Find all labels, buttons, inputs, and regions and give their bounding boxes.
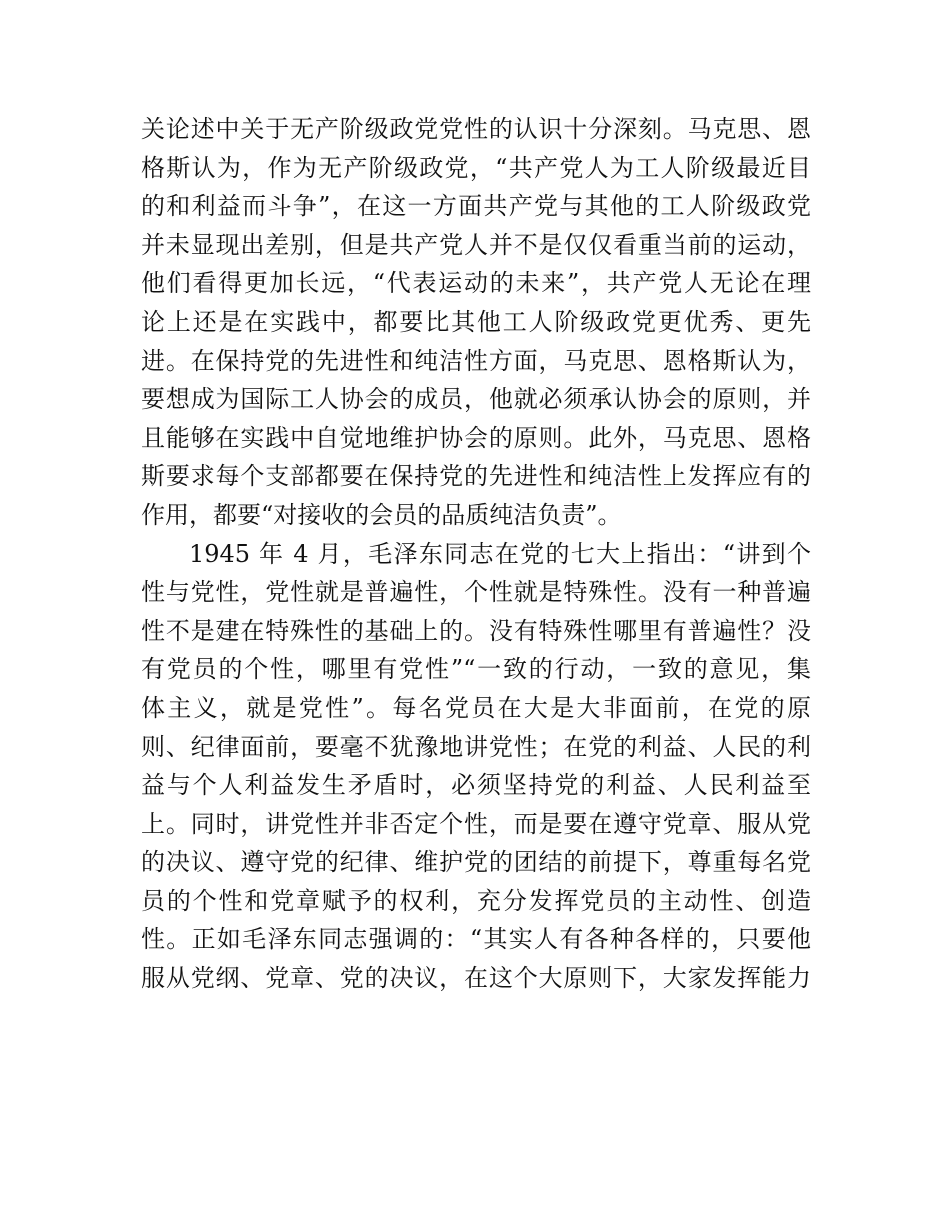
text-line: 论上还是在实践中，都要比其他工人阶级政党更优秀、更先 [141, 307, 811, 336]
text-line: 服从党纲、党章、党的决议，在这个大原则下，大家发挥能力 [141, 964, 811, 993]
paragraph-1 [141, 110, 811, 535]
body-text [141, 110, 811, 998]
text-line: 员的个性和党章赋予的权利，充分发挥党员的主动性、创造 [141, 886, 811, 915]
text-line: 进。在保持党的先进性和纯洁性方面，马克思、恩格斯认为， [141, 346, 811, 375]
text-line: 要想成为国际工人协会的成员，他就必须承认协会的原则，并 [141, 385, 811, 414]
text-line: 则、纪律面前，要毫不犹豫地讲党性；在党的利益、人民的利 [141, 732, 811, 761]
text-line: 斯要求每个支部都要在保持党的先进性和纯洁性上发挥应有的 [141, 462, 811, 491]
text-line: 上。同时，讲党性并非否定个性，而是要在遵守党章、服从党 [141, 809, 811, 838]
paragraph-2 [141, 535, 811, 998]
text-line: 且能够在实践中自觉地维护协会的原则。此外，马克思、恩格 [141, 423, 811, 452]
text-line: 1945 年 4 月，毛泽东同志在党的七大上指出：“讲到个 [189, 539, 811, 568]
text-line: 他们看得更加长远，“代表运动的未来”，共产党人无论在理 [141, 269, 811, 298]
text-line: 体主义，就是党性”。每名党员在大是大非面前，在党的原 [141, 693, 811, 722]
text-line: 关论述中关于无产阶级政党党性的认识十分深刻。马克思、恩 [141, 115, 811, 143]
text-line: 性不是建在特殊性的基础上的。没有特殊性哪里有普遍性？没 [141, 616, 811, 645]
text-line: 性。正如毛泽东同志强调的：“其实人有各种各样的，只要他 [141, 925, 811, 954]
text-line: 作用，都要“对接收的会员的品质纯洁负责”。 [141, 500, 622, 529]
text-line: 有党员的个性，哪里有党性”“一致的行动，一致的意见，集 [141, 655, 811, 684]
text-line: 性与党性，党性就是普遍性，个性就是特殊性。没有一种普遍 [141, 578, 811, 607]
text-line: 的和利益而斗争”，在这一方面共产党与其他的工人阶级政党 [141, 192, 811, 221]
text-line: 并未显现出差别，但是共产党人并不是仅仅看重当前的运动， [141, 230, 811, 259]
text-line: 的决议、遵守党的纪律、维护党的团结的前提下，尊重每名党 [141, 848, 811, 877]
text-line: 益与个人利益发生矛盾时，必须坚持党的利益、人民利益至 [141, 771, 811, 800]
text-line: 格斯认为，作为无产阶级政党，“共产党人为工人阶级最近目 [141, 153, 811, 182]
